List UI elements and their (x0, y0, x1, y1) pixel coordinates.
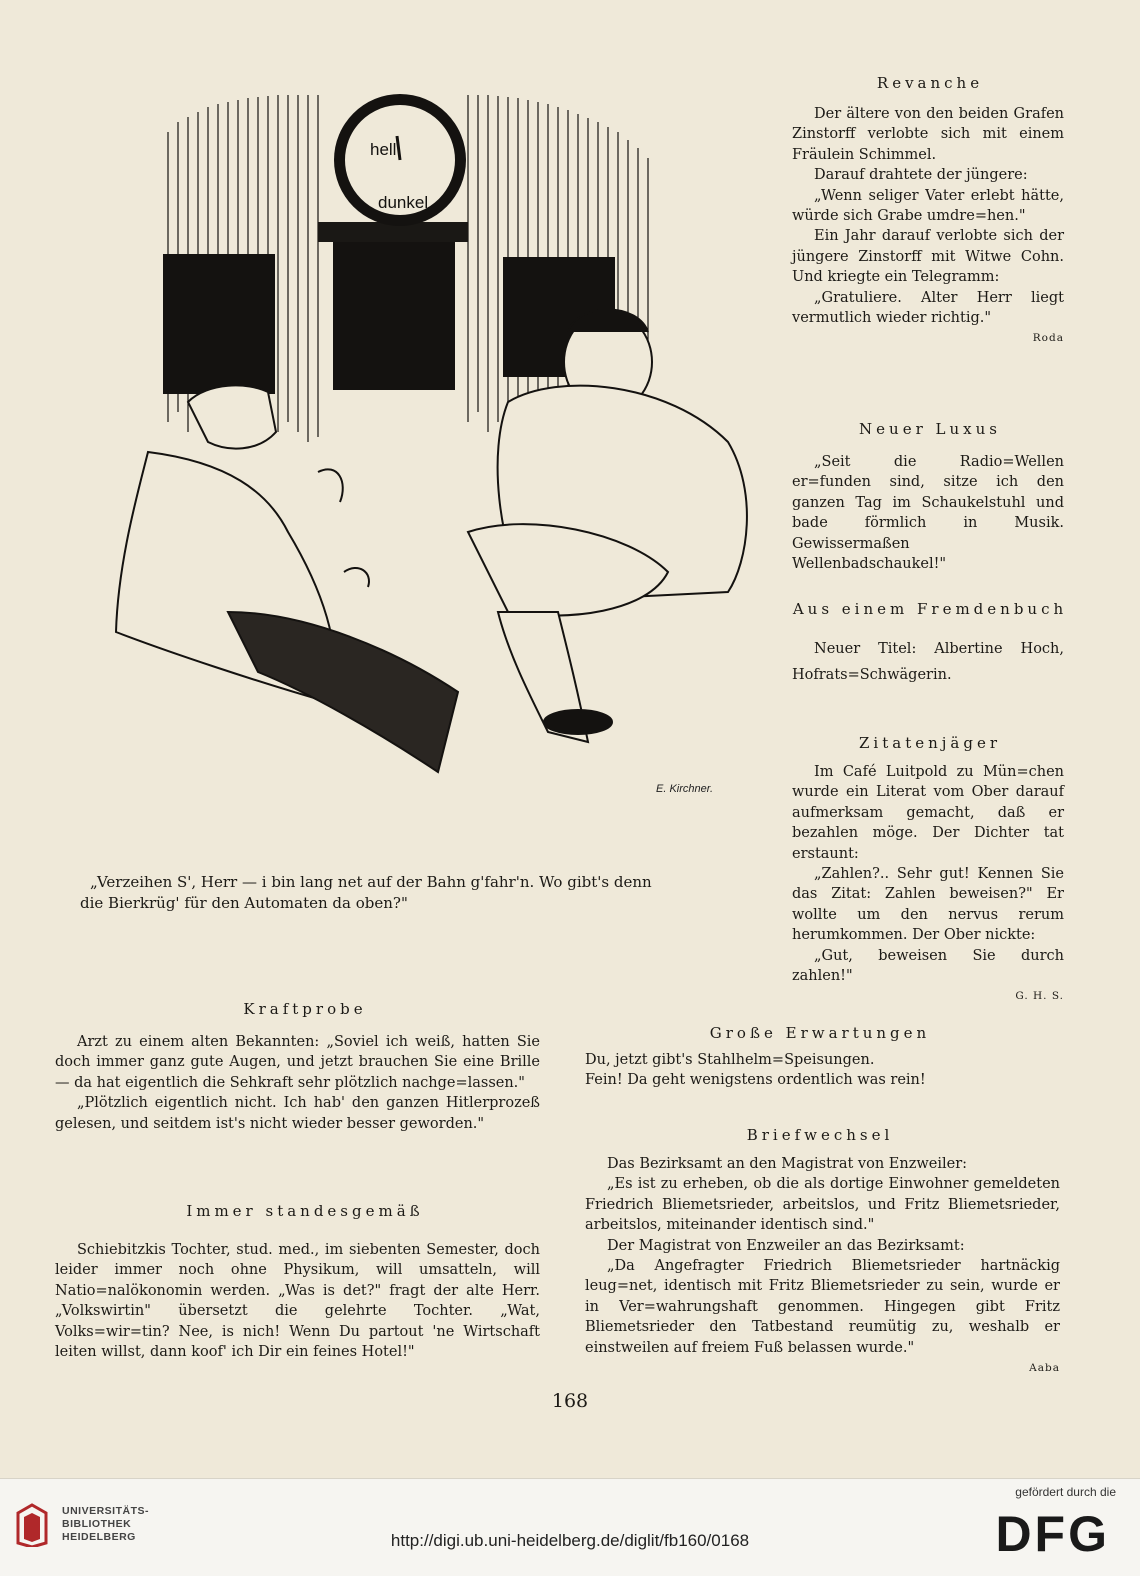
briefwechsel-paragraph-1: Das Bezirksamt an den Magistrat von Enzweiler: (607, 1156, 968, 1172)
heading-grosse-erwartungen: Große Erwartungen (709, 1024, 931, 1042)
zitatenjaeger-paragraph-3: „Gut, beweisen Sie durch zahlen!" (792, 947, 1064, 985)
revanche-signature: Roda (1032, 332, 1064, 345)
funded-by-label: gefördert durch die (1015, 1485, 1116, 1499)
article-neuer-luxus (792, 452, 1064, 574)
zitatenjaeger-signature: G. H. S. (1015, 990, 1064, 1003)
briefwechsel-paragraph-2: „Es ist zu erheben, ob die als dortige Einwohner gemeldeten Friedrich Bliemetsrieder, arbeitslos, und Fritz Bliemetsrieder, arbeitslos, miteinander identisch sind." (585, 1176, 1060, 1234)
briefwechsel-paragraph-3: Der Magistrat von Enzweiler an das Bezirksamt: (607, 1237, 965, 1254)
caption-line-1: „Verzeihen S', Herr — i bin lang net auf der Bahn g'fahr'n. Wo gibt's denn (90, 873, 652, 891)
article-zitatenjaeger (792, 762, 1064, 1007)
institution-line-1: UNIVERSITÄTS- (62, 1505, 150, 1517)
heading-neuer-luxus: Neuer Luxus (859, 420, 1001, 438)
kraftprobe-paragraph-1: Arzt zu einem alten Bekannten: „Soviel ich weiß, hatten Sie doch immer ganz gute Augen, und jetzt brauchen Sie eine Brille — da hat eigentlich die Sehkraft sehr plötzlich nachge=lassen." (55, 1034, 540, 1091)
artist-signature: E. Kirchner. (656, 783, 714, 795)
heading-standesgemaess: Immer standesgemäß (186, 1202, 424, 1220)
station-clock (334, 94, 466, 226)
heading-revanche: Revanche (876, 74, 984, 92)
caption-line-2: die Bierkrüg' für den Automaten da oben?" (80, 894, 408, 912)
zitatenjaeger-paragraph-1: Im Café Luitpold zu Mün=chen wurde ein Literat vom Ober darauf aufmerksam gemacht, daß er bezahlen möge. Der Dichter tat erstaunt: (792, 764, 1064, 862)
article-fremdenbuch (792, 636, 1064, 688)
permalink-url[interactable]: http://digi.ub.uni-heidelberg.de/diglit/fb160/0168 (390, 1531, 750, 1550)
revanche-paragraph-1: Der ältere von den beiden Grafen Zinstorff verlobte sich mit einem Fräulein Schimmel. (792, 106, 1064, 163)
footer-bar (0, 1478, 1140, 1576)
institution-line-2: BIBLIOTHEK (62, 1518, 132, 1530)
article-revanche (792, 104, 1064, 349)
old-man-figure (116, 385, 458, 772)
standesgemaess-paragraph-1: Schiebitzkis Tochter, stud. med., im siebenten Semester, doch leider immer noch ohne Physikum, will umsatteln, will Natio=nalökonomin werden. „Was is det?" fragt der alte Herr. „Volkswirtin" übersetzt die gelehrte Tochter. „Wat, Volks=wir=tin? Nee, is nich! Wenn Du partout 'ne Wirtschaft leiten willst, dann koof' ich Dir ein feines Hotel!" (55, 1242, 540, 1361)
article-kraftprobe (55, 1032, 540, 1134)
center-door (333, 240, 455, 390)
briefwechsel-signature: Aaba (1029, 1362, 1060, 1375)
page-number: 168 (551, 1390, 589, 1412)
zitatenjaeger-paragraph-2: „Zahlen?.. Sehr gut! Kennen Sie das Zitat: Zahlen beweisen?" Er wollte um den nervus rerum herumkommen. Der Ober nickte: (792, 866, 1064, 944)
fremdenbuch-paragraph-1: Neuer Titel: Albertine Hoch, Hofrats=Schwägerin. (792, 641, 1064, 683)
heading-kraftprobe: Kraftprobe (243, 1000, 367, 1018)
institution-line-3: HEIDELBERG (62, 1531, 136, 1543)
revanche-paragraph-4: Ein Jahr darauf verlobte sich der jüngere Zinstorff mit Witwe Cohn. Und kriegte ein Telegramm: (792, 228, 1064, 286)
cartoon-caption (80, 872, 730, 914)
heading-zitatenjaeger: Zitatenjäger (859, 734, 1001, 752)
clock-word-dunkel: dunkel (378, 193, 429, 212)
heading-briefwechsel: Briefwechsel (746, 1126, 894, 1144)
erwartungen-paragraph-1: Du, jetzt gibt's Stahlhelm=Speisungen. (585, 1052, 875, 1068)
dfg-logo[interactable]: DFG (995, 1506, 1110, 1562)
left-door (163, 254, 275, 394)
article-briefwechsel (585, 1154, 1060, 1378)
clock-word-hell: hell (370, 140, 397, 159)
revanche-paragraph-2: Darauf drahtete der jüngere: (814, 167, 1028, 184)
kraftprobe-paragraph-2: „Plötzlich eigentlich nicht. Ich hab' den ganzen Hitlerprozeß gelesen, und seitdem ist's nicht wieder besser geworden." (55, 1095, 540, 1132)
briefwechsel-paragraph-4: „Da Angefragter Friedrich Bliemetsrieder hartnäckig leug=net, identisch mit Fritz Bliemetsrieder zu sein, wurde er in Ver=wahrungshaft genommen. Hingegen gibt Fritz Bliemetsrieder den Tatbestand reumütig zu, weshalb er einstweilen auf freiem Fuß belassen wurde." (585, 1258, 1060, 1356)
luxus-paragraph-1: „Seit die Radio=Wellen er=funden sind, sitze ich den ganzen Tag im Schaukelstuhl und bade förmlich in Musik. Gewissermaßen Wellenbadschaukel!" (792, 454, 1064, 573)
revanche-paragraph-5: „Gratuliere. Alter Herr liegt vermutlich wieder richtig." (792, 289, 1064, 327)
article-grosse-erwartungen (585, 1050, 1060, 1091)
heading-fremdenbuch: Aus einem Fremdenbuch (792, 600, 1068, 618)
cartoon-illustration (108, 92, 760, 808)
erwartungen-paragraph-2: Fein! Da geht wenigstens ordentlich was rein! (585, 1072, 926, 1089)
article-standesgemaess (55, 1240, 540, 1362)
revanche-paragraph-3: „Wenn seliger Vater erlebt hätte, würde sich Grabe umdre=hen." (792, 187, 1064, 225)
